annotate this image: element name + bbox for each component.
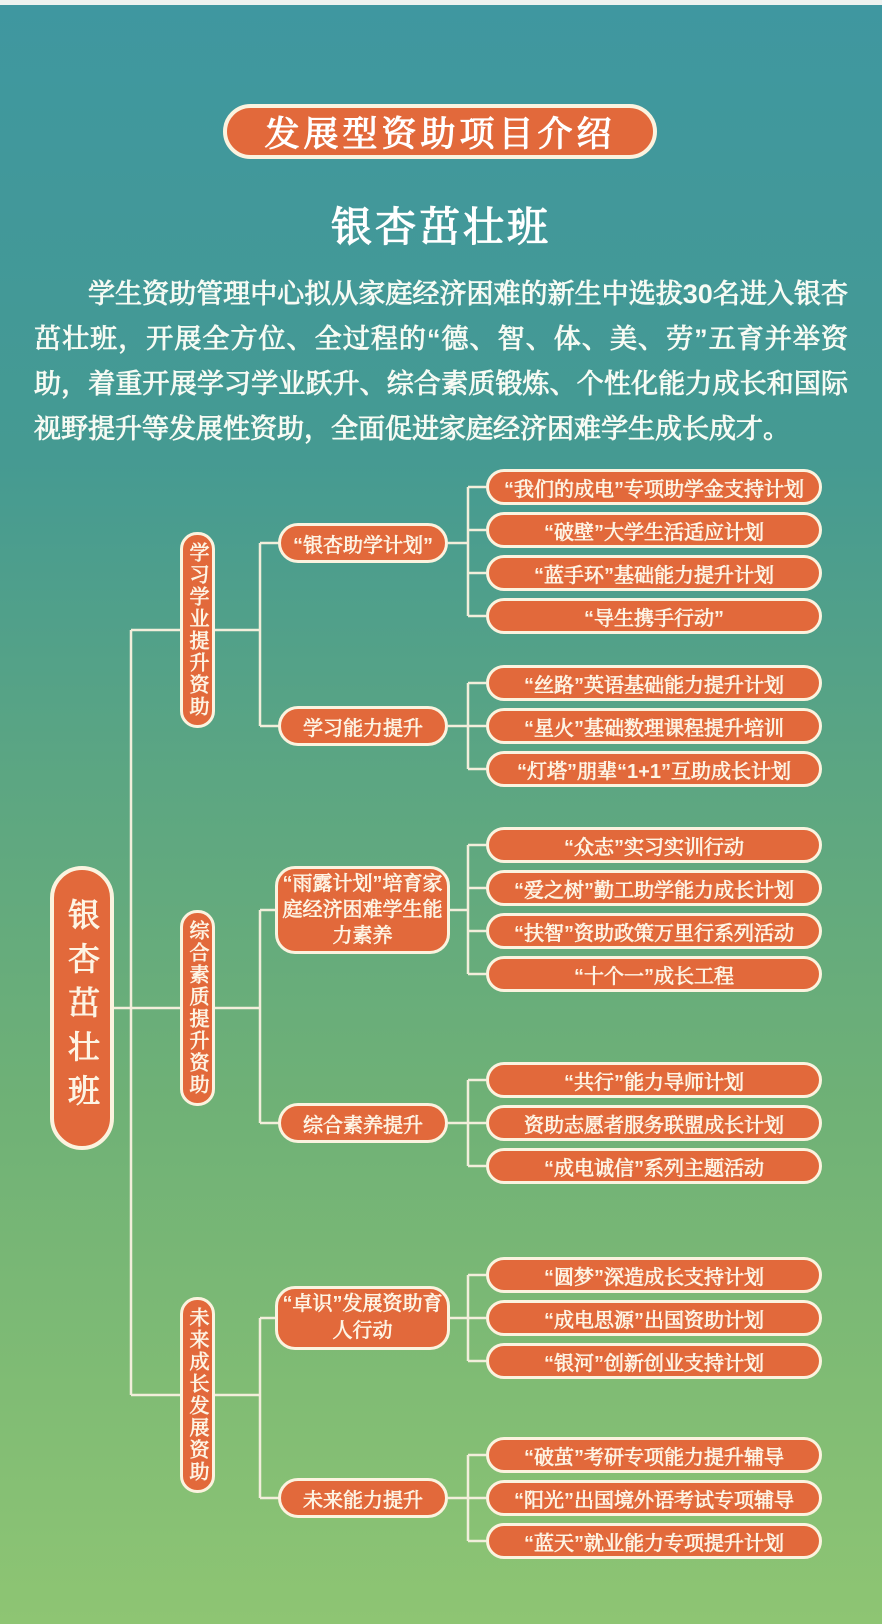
tree-leaf: “丝路”英语基础能力提升计划 xyxy=(486,665,822,701)
tree-leaf: “导生携手行动” xyxy=(486,598,822,634)
group-node: 未来能力提升 xyxy=(278,1478,448,1518)
branch-node-future xyxy=(180,1297,215,1493)
intro-paragraph: 学生资助管理中心拟从家庭经济困难的新生中选拔30名进入银杏茁壮班，开展全方位、全过程的“德、智、体、美、劳”五育并举资助，着重开展学习学业跃升、综合素质锻炼、个性化能力成长和国际视野提升等发展性资助，全面促进家庭经济困难学生成长成才。 xyxy=(34,279,848,444)
tree-leaf: “蓝手环”基础能力提升计划 xyxy=(486,555,822,591)
tree-leaf: “众志”实习实训行动 xyxy=(486,827,822,863)
title-badge: 发展型资助项目介绍 xyxy=(223,104,657,159)
page-title: 银杏茁壮班 xyxy=(331,204,551,250)
tree-leaf: “爱之树”勤工助学能力成长计划 xyxy=(486,870,822,906)
tree-leaf: “我们的成电”专项助学金支持计划 xyxy=(486,469,822,505)
tree-leaf: “圆梦”深造成长支持计划 xyxy=(486,1257,822,1293)
tree-leaf: 资助志愿者服务联盟成长计划 xyxy=(486,1105,822,1141)
branch-label: 综合素质提升资助 xyxy=(186,920,208,1096)
tree-leaf: “阳光”出国境外语考试专项辅导 xyxy=(486,1480,822,1516)
group-node: “银杏助学计划” xyxy=(278,523,448,563)
tree-leaf: “破壁”大学生活适应计划 xyxy=(486,512,822,548)
tree-leaf: “共行”能力导师计划 xyxy=(486,1062,822,1098)
tree-leaf: “十个一”成长工程 xyxy=(486,956,822,992)
tree-leaf: “灯塔”朋辈“1+1”互助成长计划 xyxy=(486,751,822,787)
branch-node-study xyxy=(180,532,215,728)
branch-label: 未来成长发展资助 xyxy=(186,1307,208,1483)
tree-root-node xyxy=(50,866,114,1150)
tree-root-label: 银杏茁壮班 xyxy=(64,898,100,1118)
tree-leaf: “银河”创新创业支持计划 xyxy=(486,1343,822,1379)
tree-leaf: “蓝天”就业能力专项提升计划 xyxy=(486,1523,822,1559)
group-node: 综合素养提升 xyxy=(278,1103,448,1143)
tree-leaf: “成电思源”出国资助计划 xyxy=(486,1300,822,1336)
tree-leaf: “扶智”资助政策万里行系列活动 xyxy=(486,913,822,949)
tree-leaf: “成电诚信”系列主题活动 xyxy=(486,1148,822,1184)
group-node: “雨露计划”培育家庭经济困难学生能力素养 xyxy=(275,866,450,954)
tree-leaf: “破茧”考研专项能力提升辅导 xyxy=(486,1437,822,1473)
branch-node-quality xyxy=(180,910,215,1106)
group-node: “卓识”发展资助育人行动 xyxy=(275,1286,450,1350)
tree-leaf: “星火”基础数理课程提升培训 xyxy=(486,708,822,744)
branch-label: 学习学业提升资助 xyxy=(186,542,208,718)
group-node: 学习能力提升 xyxy=(278,706,448,746)
